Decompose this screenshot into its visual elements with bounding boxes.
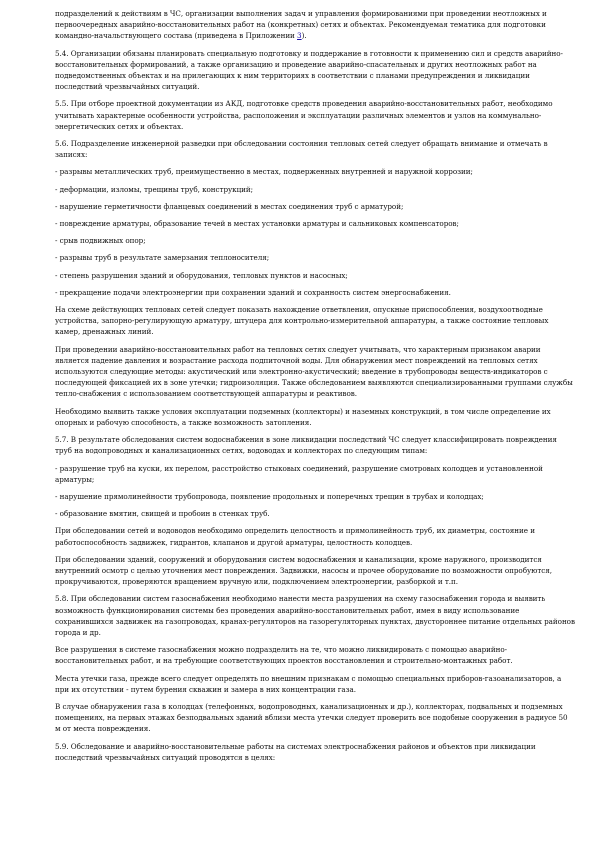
- list-item: - деформации, изломы, трещины труб, конструкций;: [55, 184, 254, 194]
- list-item: - образование вмятин, свищей и пробоин в стенках труб.: [55, 509, 270, 519]
- paragraph-section-5-4: 5.4. Организации обязаны планировать специальную подготовку и поддержание в готовности к применению сил и средств аварийно-восстановительных формирований, а также организацию и проведение аварийно-спасательных и других неотложных работ на подведомственных объектах и на прилегающих к ним территориях в соответствии с планами предупреждения и ликвидации последствий чрезвычайных ситуаций.: [55, 48, 563, 92]
- list-item: - разрывы металлических труб, преимущественно в местах, подверженных внутренней и наружной коррозии;: [55, 167, 473, 177]
- paragraph-heating-scheme: На схеме действующих тепловых сетей следует показать нахождение ответвления, опускные приспособления, воздухоотводные устройства, запорно-регулирующую арматуру, штуцера для контрольно-измерительной аппаратуры, а также состояние тепловых камер, дренажных линий.: [55, 305, 549, 337]
- list-item: - степень разрушения зданий и оборудования, тепловых пунктов и насосных;: [55, 270, 348, 280]
- paragraph-section-5-5: 5.5. При отборе проектной документации из АКД, подготовке средств проведения аварийно-восстановительных работ, необходимо учитывать характерные особенности устройства, расположения и эксплуатации различных элементов и узлов на коммунально-энергетических сетях и объектах.: [55, 99, 553, 131]
- paragraph-building-inspection: При обследовании зданий, сооружений и оборудования систем водоснабжения и канализации, кроме наружного, производится внутренний осмотр с целью уточнения мест повреждения. Задвижки, насосы и прочее оборудование по возможности опробуются, прокручиваются, проверяются вращением вручную или, подключением электроэнергии, разборкой и т.п.: [55, 554, 552, 587]
- paragraph-section-5-7: 5.7. В результате обследования систем водоснабжения в зоне ликвидации последствий ЧС следует классифицировать повреждения труб на водопроводных и канализационных сетях, водоводах и коллекторах по следующим типам:: [55, 435, 557, 456]
- paragraph-text: подразделений к действиям в ЧС, организации выполнения задач и управления формированиями при проведении неотложных и первоочередных аварийно-восстановительных работ на (конкретных) сетях и объектах. Рекомендуемая тематика для подготовки командно-начальствующего состава (приведена в Приложении: [55, 9, 547, 41]
- paragraph-text-end: ).: [301, 31, 307, 41]
- list-item: - повреждение арматуры, образование течей в местах установки арматуры и сальниковых компенсаторов;: [55, 219, 459, 229]
- paragraph-collectors: Необходимо выявить также условия эксплуатации подземных (коллекторы) и наземных конструкций, в том числе определение их опорных и рабочую способность, а также возможность затопления.: [55, 406, 551, 427]
- paragraph-gas-wells: В случае обнаружения газа в колодцах (телефонных, водопроводных, канализационных и др.), коллекторах, подвальных и подземных помещениях, на первых этажах безподвальных зданий вблизи места утечки следует проверить все подобные сооружения в радиусе 50 м от места повреждения.: [55, 701, 568, 734]
- paragraph-heating-repair: При проведении аварийно-восстановительных работ на тепловых сетях следует учитывать, что характерным признаком аварии является падение давления и возрастание расхода подпиточной воды. Для обнаружения мест повреждений на тепловых сетях используются следующие методы: акустический или электронно-акустический; введение в трубопроводы веществ-индикаторов с последующей фиксацией их в зоне утечки; гидроизоляция. Также обследованием выявляются специализированными группами службы тепло-снабжения с использованием соответствующей аппаратуры и реактивов.: [55, 344, 573, 399]
- paragraph-section-5-8: 5.8. При обследовании систем газоснабжения необходимо нанести места разрушения на схему газоснабжения города и выявить возможность функционирования системы без проведения аварийно-восстановительных работ, имея в виду использование сохранившихся задвижек на газопроводах, кранах-регуляторов на газорегуляторных пунктах, двустороннее питание отдельных районов города и др.: [55, 594, 575, 637]
- list-item: - прекращение подачи электроэнергии при сохранении зданий и сохранность систем энергоснабжения.: [55, 287, 451, 297]
- paragraph-gas-damage: Все разрушения в системе газоснабжения можно подразделить на те, что можно ликвидировать с помощью аварийно-восстановительных работ, и на требующие соответствующих проектов восстановления и строительно-монтажных работ.: [55, 645, 513, 666]
- list-item: - разрушение труб на куски, их перелом, расстройство стыковых соединений, разрушение смотровых колодцев и установленной арматуры;: [55, 463, 543, 484]
- paragraph-section-5-9: 5.9. Обследование и аварийно-восстановительные работы на системах электроснабжения районов и объектов при ликвидации последствий чрезвычайных ситуаций проводятся в целях:: [55, 741, 536, 762]
- list-item: - разрывы труб в результате замерзания теплоносителя;: [55, 253, 270, 263]
- paragraph-training-topics: [55, 8, 575, 42]
- list-item: - срыв подвижных опор;: [55, 236, 146, 246]
- paragraph-network-inspection: При обследовании сетей и водоводов необходимо определить целостность и прямолинейность труб, их диаметры, состояние и работоспособность задвижек, гидрантов, клапанов и другой арматуры, целостность колодцев.: [55, 526, 535, 547]
- paragraph-gas-leak: Места утечки газа, прежде всего следует определять по внешним признакам с помощью специальных приборов-газоанализаторов, а при их отсутствии - путем бурения скважин и замера в них концентрации газа.: [55, 673, 562, 694]
- paragraph-section-5-6: 5.6. Подразделение инженерной разведки при обследовании состояния тепловых сетей следует обращать внимание и отмечать в записях:: [55, 139, 548, 160]
- appendix-link[interactable]: 3: [297, 31, 302, 41]
- list-item: - нарушение герметичности фланцевых соединений в местах соединения труб с арматурой;: [55, 201, 404, 211]
- list-item: - нарушение прямолинейности трубопровода, появление продольных и поперечных трещин в трубах и колодцах;: [55, 491, 484, 501]
